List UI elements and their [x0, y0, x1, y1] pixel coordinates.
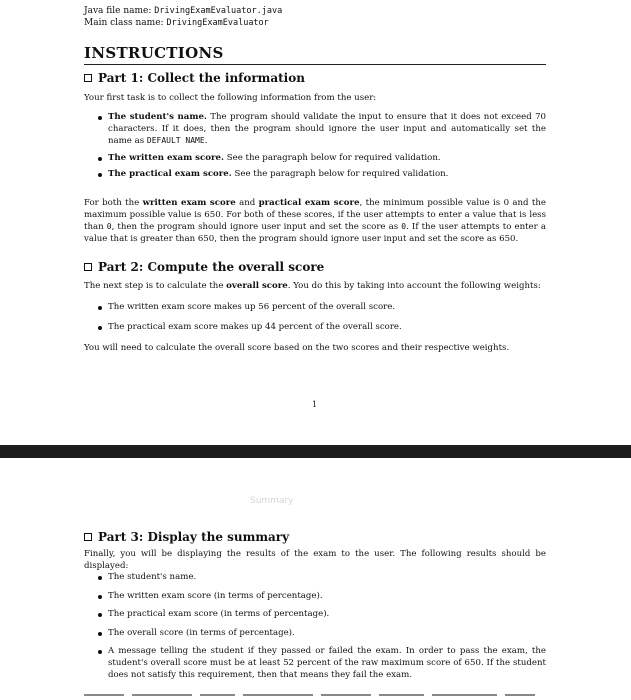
default-name-code: DEFAULT NAME — [146, 136, 205, 146]
para-text: For both the — [84, 198, 143, 208]
part1-title-text: Part 1: Collect the information — [98, 71, 305, 85]
list-item: The overall score (in terms of percentage). — [96, 628, 546, 640]
part2-title — [84, 260, 324, 274]
list-item: The student's name. — [96, 572, 546, 584]
practical-score-desc: See the paragraph below for required validation. — [231, 169, 449, 180]
list-item: The written exam score makes up 56 percent of the overall score. — [96, 302, 546, 314]
page-number: 1 — [312, 400, 318, 409]
part3-intro: Finally, you will be displaying the results of the exam to the user. The following results should be displayed: — [84, 549, 546, 571]
checkbox-icon — [84, 74, 92, 82]
document-page-2 — [0, 458, 631, 700]
part3-title — [84, 530, 289, 544]
part3-title-text: Part 3: Display the summary — [98, 530, 290, 544]
list-item: The practical exam score (in terms of percentage). — [96, 609, 546, 621]
list-item: The written exam score (in terms of percentage). — [96, 591, 546, 603]
cut-off-text-line — [84, 694, 546, 700]
para-text: . You do this by taking into account the following weights: — [287, 281, 541, 291]
java-file-line — [84, 6, 282, 17]
part1-list — [96, 112, 546, 181]
para-text: . — [515, 233, 519, 244]
list-item: The practical exam score makes up 44 percent of the overall score. — [96, 322, 546, 334]
page-gap — [0, 445, 631, 458]
student-name-term: The student's name. — [108, 112, 207, 122]
faded-header-text: Summary — [250, 496, 294, 506]
part1-intro: Your first task is to collect the following information from the user: — [84, 93, 377, 103]
practical-score-term: The practical exam score. — [108, 169, 232, 180]
list-item — [96, 112, 546, 148]
student-name-end: . — [204, 136, 208, 147]
para-code: 0 — [106, 222, 112, 232]
checkbox-icon — [84, 533, 92, 541]
part2-outro: You will need to calculate the overall score based on the two scores and their respective weights. — [84, 343, 510, 353]
checkbox-icon — [84, 263, 92, 271]
java-file-value: DrivingExamEvaluator.java — [154, 6, 283, 16]
part2-intro — [84, 281, 546, 293]
java-file-label: Java file name: — [84, 6, 152, 16]
written-score-term: The written exam score. — [108, 152, 224, 163]
para-text: . If the user attempts to enter a value that is greater than 650, then the program should ignore user input and set the score as — [84, 222, 546, 244]
written-score-desc: See the paragraph below for required validation. — [223, 152, 441, 163]
part1-title — [84, 71, 305, 85]
part3-list — [96, 572, 546, 681]
para-code: 0 — [401, 222, 407, 232]
main-class-value: DrivingExamEvaluator — [166, 18, 269, 28]
instructions-heading: INSTRUCTIONS — [84, 44, 546, 65]
main-class-label: Main class name: — [84, 18, 164, 28]
para-text: 650 — [499, 233, 516, 244]
part2-list — [96, 302, 546, 333]
list-item: A message telling the student if they passed or failed the exam. In order to pass the exam, the student's overall score must be at least 52 percent of the raw maximum score of 650. If the student does not satisfy this requirement, then that means they fail the exam. — [96, 646, 546, 681]
main-class-line — [84, 18, 269, 29]
para-text: , the minimum possible value is 0 and the maximum possible value is 650. For both of these scores, if the user attempts to enter a value that is less than — [84, 198, 546, 233]
para-text: , then the program should ignore user input and set the score as — [111, 222, 402, 233]
para-text: The next step is to calculate the — [84, 281, 227, 291]
para-bold: practical exam score — [258, 198, 360, 208]
para-bold: overall score — [226, 281, 288, 291]
para-bold: written exam score — [142, 198, 236, 208]
para-text: and — [235, 198, 259, 208]
list-item — [96, 153, 546, 165]
part2-title-text: Part 2: Compute the overall score — [98, 260, 325, 274]
part1-validation-paragraph — [84, 198, 546, 245]
student-name-desc: The program should validate the input to ensure that it does not exceed 70 characters. If it does, then the program should ignore the user input and automatically set the name as — [108, 112, 546, 147]
list-item — [96, 169, 546, 181]
